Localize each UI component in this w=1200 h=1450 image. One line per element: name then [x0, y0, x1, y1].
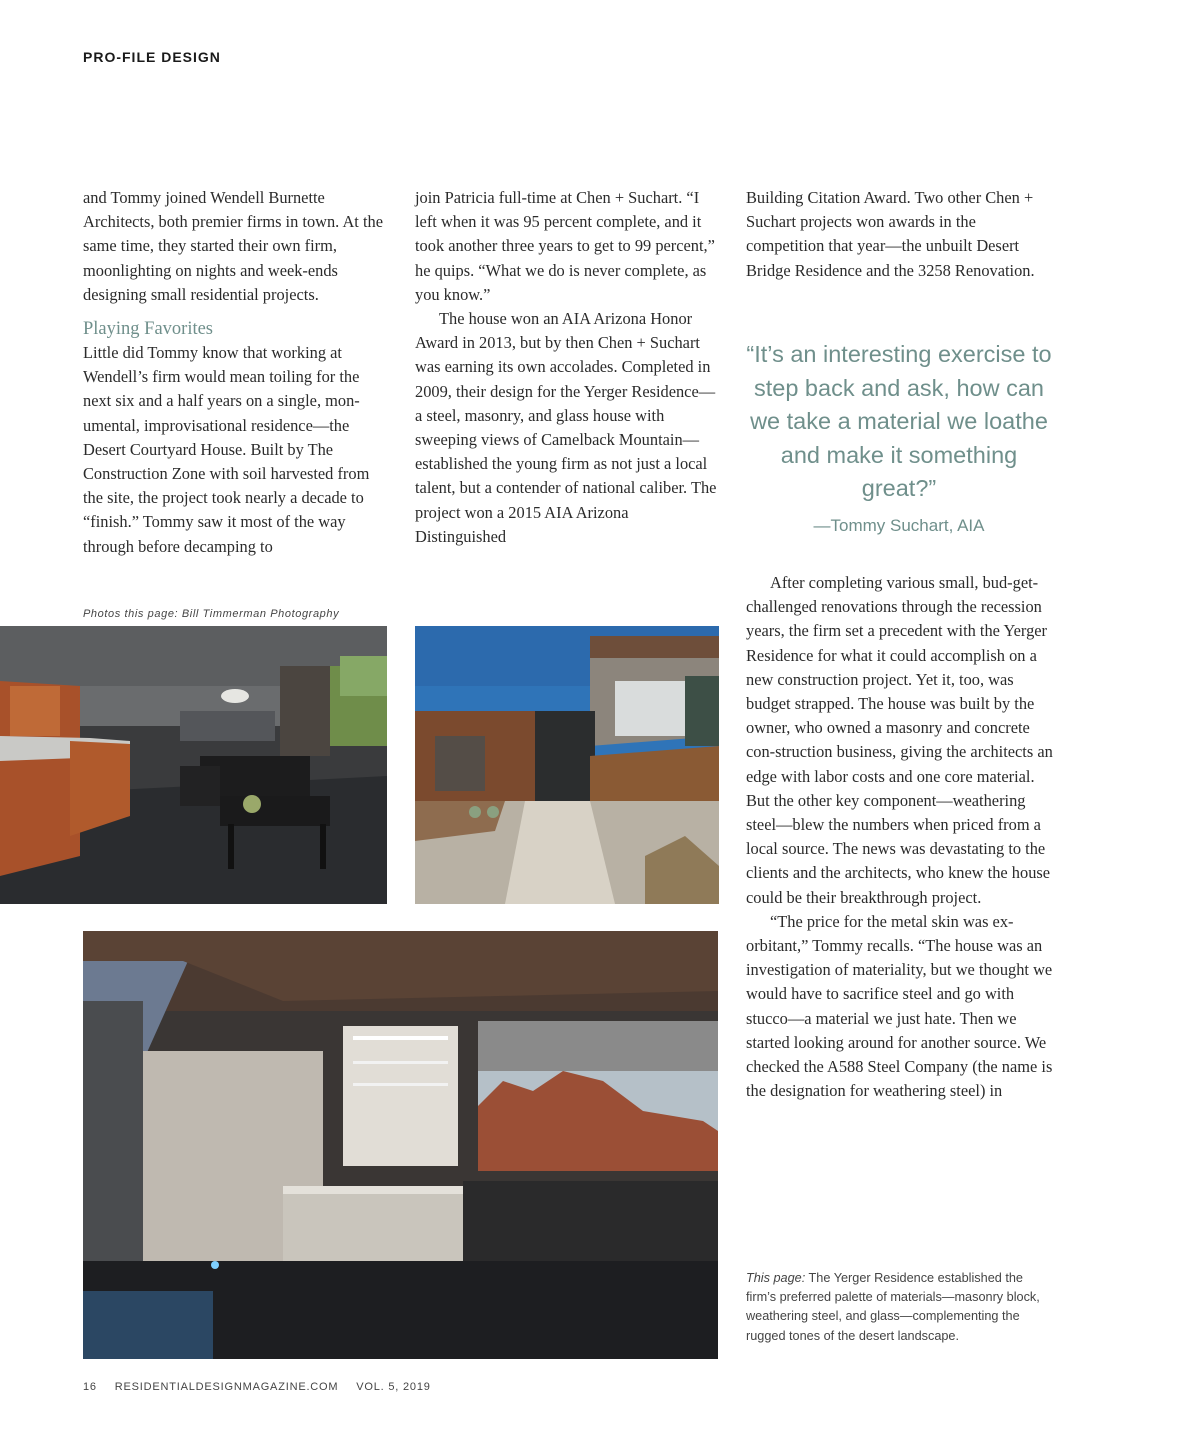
article-column-2	[415, 186, 720, 549]
paragraph: “The price for the metal skin was ex-orbitant,” Tommy recalls. “The house was an investigation of materiality, but we thought we would have to sacrifice steel and go with stucco—a material we just hate. Then we started looking around for another source. We checked the A588 Steel Company (the name is the designation for weathering steel) in	[746, 911, 1053, 1101]
subheading: Playing Favorites	[83, 319, 214, 340]
photo-caption	[746, 1269, 1046, 1346]
paragraph: Little did Tommy know that working at Wendell’s firm would mean toiling for the next six and a half years on a single, mon-umental, improvisational residence—the Desert Courtyard House. Built by The Construction Zone with soil harvested from the site, the project took nearly a decade to “finish.” Tommy saw it most of the way through before decamping to	[83, 343, 370, 556]
photo-exterior-entry	[415, 626, 719, 904]
paragraph: After completing various small, bud-get-challenged renovations through the recession years, the firm set a precedent with the Yerger Residence for what it could accomplish on a new construction project. Yet it, too, was budget strapped. The house was built by the owner, who owned a masonry and concrete con-struction business, giving the architects an edge with labor costs and one core material. But the other key component—weathering steel—blew the numbers when priced from a local source. The news was devastating to the clients and the architects, who knew the house could be their breakthrough project.	[746, 573, 1053, 907]
page-number: 16	[83, 1381, 97, 1393]
volume: VOL. 5, 2019	[356, 1381, 431, 1393]
paragraph: join Patricia full-time at Chen + Suchart. “I left when it was 95 percent complete, and it took another three years to get to 99 percent,” he quips. “What we do is never complete, as you know.”	[415, 188, 715, 304]
photo-credit: Photos this page: Bill Timmerman Photography	[83, 608, 340, 620]
article-column-3	[746, 186, 1054, 283]
caption-lead: This page:	[746, 1271, 806, 1285]
pull-quote	[746, 338, 1052, 538]
article-column-1	[83, 186, 388, 559]
website: RESIDENTIALDESIGNMAGAZINE.COM	[114, 1381, 339, 1393]
article-column-3-continued	[746, 571, 1054, 1103]
pull-quote-text: “It’s an interesting exercise to step back and ask, how can we take a material we loathe and make it something great?”	[746, 341, 1052, 501]
page-footer	[83, 1381, 445, 1393]
paragraph: and Tommy joined Wendell Burnette Architects, both premier firms in town. At the same time, they started their own firm, moonlighting on nights and week-ends designing small residential projects.	[83, 188, 383, 304]
photo-dusk-kitchen-mountain-view	[83, 931, 718, 1359]
section-label: PRO-FILE DESIGN	[83, 49, 221, 65]
caption-text: The Yerger Residence established the firm’s preferred palette of materials—masonry block, weathering steel, and glass—complementing the rugged tones of the desert landscape.	[746, 1271, 1040, 1343]
photo-interior-living-room	[0, 626, 387, 904]
paragraph: Building Citation Award. Two other Chen + Suchart projects won awards in the competition that year—the unbuilt Desert Bridge Residence and the 3258 Renovation.	[746, 188, 1035, 280]
pull-quote-attribution: —Tommy Suchart, AIA	[813, 515, 985, 535]
paragraph: The house won an AIA Arizona Honor Award in 2013, but by then Chen + Suchart was earning its own accolades. Completed in 2009, their design for the Yerger Residence—a steel, masonry, and glass house with sweeping views of Camelback Mountain—established the young firm as not just a local talent, but a contender of national caliber. The project won a 2015 AIA Arizona Distinguished	[415, 309, 717, 546]
